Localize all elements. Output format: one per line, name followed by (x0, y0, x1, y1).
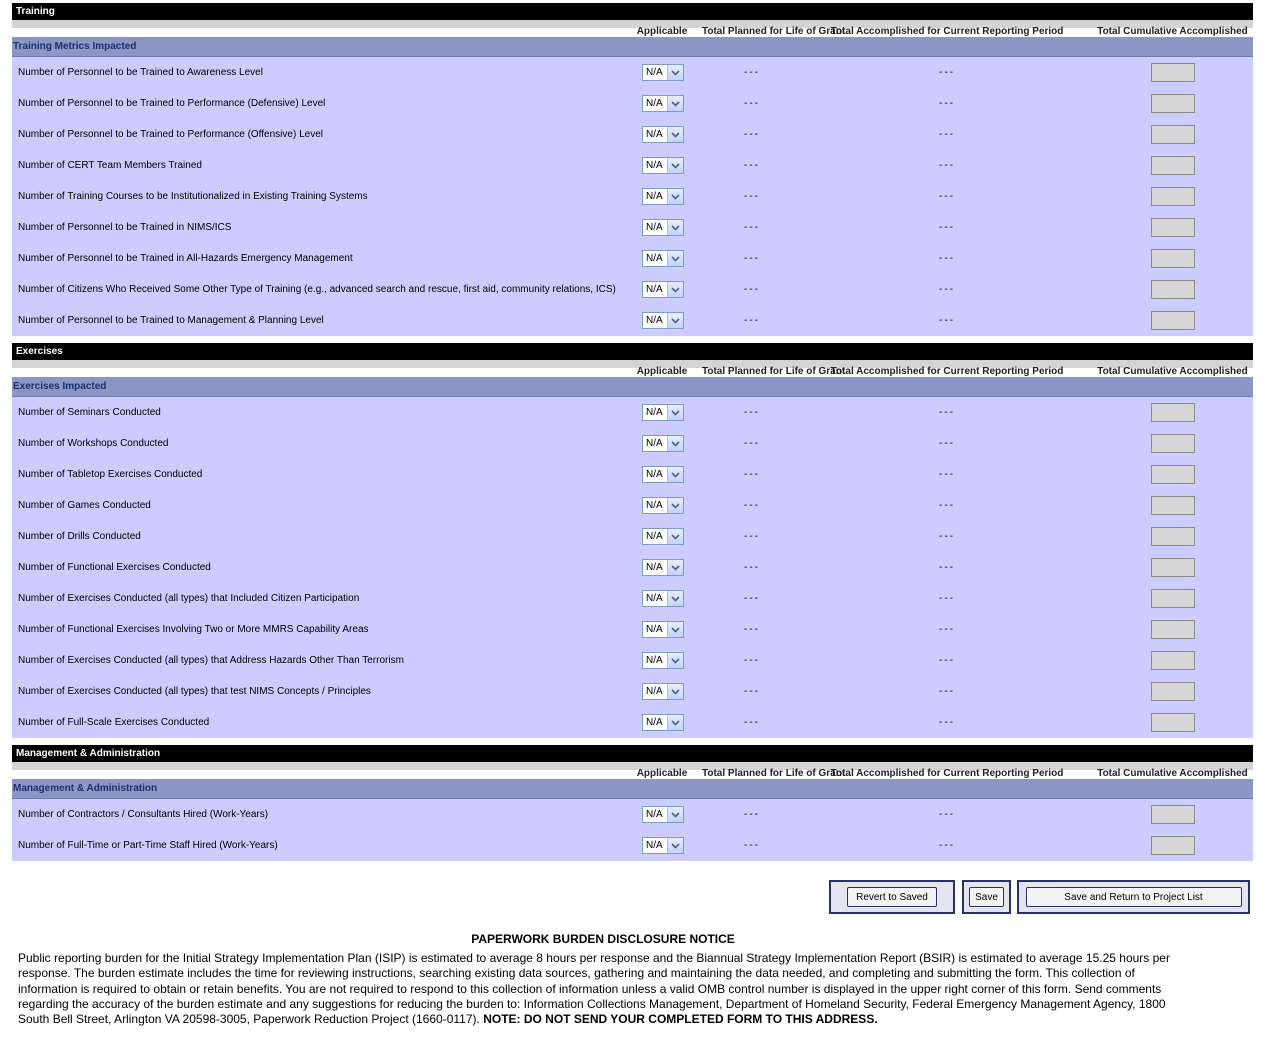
cumulative-input[interactable] (1151, 713, 1195, 732)
cumulative-input[interactable] (1151, 280, 1195, 299)
applicable-select-value: N/A (646, 253, 663, 264)
planned-value: --- (744, 253, 760, 264)
applicable-select-value: N/A (646, 284, 663, 295)
cumulative-input[interactable] (1151, 682, 1195, 701)
planned-value: --- (744, 67, 760, 78)
applicable-cell (622, 806, 702, 823)
planned-value: --- (744, 593, 760, 604)
applicable-cell (622, 590, 702, 607)
planned-value: --- (744, 686, 760, 697)
applicable-cell (622, 621, 702, 638)
accomplished-value: --- (939, 191, 955, 202)
cumulative-input[interactable] (1151, 125, 1195, 144)
cumulative-cell (1092, 434, 1253, 453)
metric-label: Number of Citizens Who Received Some Other Type of Training (e.g., advanced search and rescue, first aid, community relations, ICS) (18, 284, 616, 295)
column-header-cumulative: Total Cumulative Accomplished (1097, 366, 1248, 377)
column-header-applicable: Applicable (636, 366, 688, 377)
table-row (12, 799, 1253, 830)
planned-value: --- (744, 500, 760, 511)
applicable-cell (622, 466, 702, 483)
metric-label: Number of Personnel to be Trained to Performance (Defensive) Level (18, 98, 326, 109)
save-return-button-frame (1017, 880, 1250, 914)
applicable-select[interactable] (642, 435, 684, 452)
applicable-cell (622, 683, 702, 700)
applicable-cell (622, 95, 702, 112)
applicable-cell (622, 714, 702, 731)
column-header-planned: Total Planned for Life of Grant (702, 26, 846, 37)
applicable-select[interactable] (642, 714, 684, 731)
cumulative-input[interactable] (1151, 94, 1195, 113)
save-button-frame (962, 880, 1011, 914)
table-row (12, 645, 1253, 676)
cumulative-input[interactable] (1151, 249, 1195, 268)
cumulative-input[interactable] (1151, 156, 1195, 175)
section-subheader: Training Metrics Impacted (12, 37, 1253, 57)
chevron-down-icon[interactable] (667, 220, 683, 235)
metric-label: Number of Full-Scale Exercises Conducted (18, 717, 210, 728)
accomplished-value: --- (939, 562, 955, 573)
planned-value: --- (744, 717, 760, 728)
chevron-down-icon[interactable] (667, 560, 683, 575)
chevron-down-icon[interactable] (667, 838, 683, 853)
accomplished-value: --- (939, 593, 955, 604)
applicable-cell (622, 497, 702, 514)
applicable-select-value: N/A (646, 222, 663, 233)
applicable-select-value: N/A (646, 160, 663, 171)
applicable-cell (622, 250, 702, 267)
accomplished-value: --- (939, 469, 955, 480)
column-header-planned: Total Planned for Life of Grant (702, 366, 846, 377)
metric-label: Number of Workshops Conducted (18, 438, 169, 449)
cumulative-cell (1092, 187, 1253, 206)
column-header-cumulative: Total Cumulative Accomplished (1097, 26, 1248, 37)
chevron-down-icon[interactable] (667, 529, 683, 544)
applicable-cell (622, 528, 702, 545)
applicable-cell (622, 559, 702, 576)
accomplished-value: --- (939, 222, 955, 233)
cumulative-input[interactable] (1151, 651, 1195, 670)
chevron-down-icon[interactable] (667, 282, 683, 297)
column-header-row (12, 360, 1253, 377)
applicable-select[interactable] (642, 528, 684, 545)
cumulative-input[interactable] (1151, 465, 1195, 484)
chevron-down-icon[interactable] (667, 498, 683, 513)
table-row (12, 428, 1253, 459)
table-row (12, 243, 1253, 274)
metric-label: Number of Contractors / Consultants Hired (Work-Years) (18, 809, 269, 820)
cumulative-cell (1092, 805, 1253, 824)
cumulative-cell (1092, 589, 1253, 608)
planned-value: --- (744, 191, 760, 202)
accomplished-value: --- (939, 407, 955, 418)
planned-value: --- (744, 469, 760, 480)
accomplished-value: --- (939, 840, 955, 851)
chevron-down-icon[interactable] (667, 251, 683, 266)
notice-title: PAPERWORK BURDEN DISCLOSURE NOTICE (471, 932, 735, 946)
cumulative-cell (1092, 836, 1253, 855)
planned-value: --- (744, 160, 760, 171)
table-row (12, 305, 1253, 336)
section-management (12, 745, 1253, 861)
notice-body (18, 951, 1188, 1027)
metric-label: Number of Personnel to be Trained in All-Hazards Emergency Management (18, 253, 353, 264)
metric-label: Number of Exercises Conducted (all types) that test NIMS Concepts / Principles (18, 686, 371, 697)
chevron-down-icon[interactable] (667, 158, 683, 173)
accomplished-value: --- (939, 438, 955, 449)
applicable-select[interactable] (642, 95, 684, 112)
section-subheader: Management & Administration (12, 779, 1253, 799)
revert-button-frame (829, 880, 955, 914)
table-row (12, 490, 1253, 521)
table-row (12, 88, 1253, 119)
chevron-down-icon[interactable] (667, 467, 683, 482)
cumulative-cell (1092, 558, 1253, 577)
section-training (12, 3, 1253, 336)
planned-value: --- (744, 407, 760, 418)
applicable-select-value: N/A (646, 624, 663, 635)
save-button[interactable]: Save (969, 887, 1004, 907)
notice-text: Public reporting burden for the Initial Strategy Implementation Plan (ISIP) is estimated to average 8 hours per response and the Biannual Strategy Implementation Report (BSIR) is estimated to average 15.25 hours per response. The burden estimate includes the time for reviewing instructions, searching existing data sources, gathering and maintaining the data needed, and completing and submitting the form. This collection of information is required to obtain or retain benefits. You are not required to respond to this collection of information unless a valid OMB control number is displayed in the upper right corner of this form. Send comments regarding the accuracy of the burden estimate and any suggestions for reducing the burden to: Information Collections Management, Department of Homeland Security, Federal Emergency Management Agency, 1800 South Bell Street, Arlington VA 20598-3005, Paperwork Reduction Project (1660-0117). (18, 951, 1170, 1027)
applicable-select[interactable] (642, 250, 684, 267)
planned-value: --- (744, 655, 760, 666)
applicable-select-value: N/A (646, 191, 663, 202)
accomplished-value: --- (939, 253, 955, 264)
metric-label: Number of CERT Team Members Trained (18, 160, 202, 171)
chevron-down-icon[interactable] (667, 405, 683, 420)
applicable-cell (622, 64, 702, 81)
accomplished-value: --- (939, 655, 955, 666)
accomplished-value: --- (939, 717, 955, 728)
applicable-select[interactable] (642, 652, 684, 669)
table-row (12, 119, 1253, 150)
accomplished-value: --- (939, 624, 955, 635)
applicable-select-value: N/A (646, 562, 663, 573)
accomplished-value: --- (939, 531, 955, 542)
accomplished-value: --- (939, 67, 955, 78)
applicable-select[interactable] (642, 188, 684, 205)
cumulative-input[interactable] (1151, 187, 1195, 206)
accomplished-value: --- (939, 129, 955, 140)
planned-value: --- (744, 98, 760, 109)
applicable-select-value: N/A (646, 438, 663, 449)
chevron-down-icon[interactable] (667, 653, 683, 668)
planned-value: --- (744, 129, 760, 140)
applicable-cell (622, 435, 702, 452)
column-header-accomplished: Total Accomplished for Current Reporting Period (830, 26, 1064, 37)
applicable-cell (622, 837, 702, 854)
metric-label: Number of Full-Time or Part-Time Staff Hired (Work-Years) (18, 840, 278, 851)
metric-label: Number of Training Courses to be Institutionalized in Existing Training Systems (18, 191, 368, 202)
metric-label: Number of Personnel to be Trained in NIMS/ICS (18, 222, 232, 233)
cumulative-input[interactable] (1151, 558, 1195, 577)
applicable-cell (622, 157, 702, 174)
applicable-select[interactable] (642, 806, 684, 823)
column-header-accomplished: Total Accomplished for Current Reporting Period (830, 768, 1064, 779)
applicable-select[interactable] (642, 837, 684, 854)
revert-to-saved-button[interactable]: Revert to Saved (847, 887, 937, 907)
metric-label: Number of Seminars Conducted (18, 407, 161, 418)
applicable-select-value: N/A (646, 407, 663, 418)
chevron-down-icon[interactable] (667, 65, 683, 80)
metric-label: Number of Personnel to be Trained to Awareness Level (18, 67, 263, 78)
applicable-select[interactable] (642, 312, 684, 329)
applicable-select[interactable] (642, 64, 684, 81)
planned-value: --- (744, 562, 760, 573)
notice-warning: NOTE: DO NOT SEND YOUR COMPLETED FORM TO THIS ADDRESS. (483, 1012, 878, 1027)
cumulative-cell (1092, 156, 1253, 175)
metric-label: Number of Functional Exercises Conducted (18, 562, 211, 573)
section-title: Exercises (12, 343, 1253, 360)
chevron-down-icon[interactable] (667, 189, 683, 204)
cumulative-input[interactable] (1151, 527, 1195, 546)
applicable-select-value: N/A (646, 809, 663, 820)
form-actions (12, 880, 1253, 916)
applicable-select-value: N/A (646, 686, 663, 697)
applicable-cell (622, 188, 702, 205)
cumulative-cell (1092, 465, 1253, 484)
accomplished-value: --- (939, 160, 955, 171)
planned-value: --- (744, 438, 760, 449)
applicable-select-value: N/A (646, 500, 663, 511)
applicable-select[interactable] (642, 497, 684, 514)
planned-value: --- (744, 624, 760, 635)
planned-value: --- (744, 284, 760, 295)
cumulative-cell (1092, 63, 1253, 82)
applicable-select-value: N/A (646, 840, 663, 851)
section-title: Training (12, 3, 1253, 20)
metric-label: Number of Games Conducted (18, 500, 151, 511)
planned-value: --- (744, 809, 760, 820)
section-gap (12, 336, 1253, 343)
metric-label: Number of Exercises Conducted (all types) that Address Hazards Other Than Terrorism (18, 655, 404, 666)
applicable-select[interactable] (642, 126, 684, 143)
column-header-applicable: Applicable (636, 26, 688, 37)
chevron-down-icon[interactable] (667, 807, 683, 822)
applicable-select-value: N/A (646, 531, 663, 542)
metric-label: Number of Personnel to be Trained to Management & Planning Level (18, 315, 324, 326)
cumulative-input[interactable] (1151, 63, 1195, 82)
cumulative-cell (1092, 651, 1253, 670)
applicable-select-value: N/A (646, 315, 663, 326)
applicable-select-value: N/A (646, 593, 663, 604)
cumulative-cell (1092, 620, 1253, 639)
cumulative-cell (1092, 249, 1253, 268)
applicable-select[interactable] (642, 281, 684, 298)
table-row (12, 181, 1253, 212)
cumulative-cell (1092, 496, 1253, 515)
accomplished-value: --- (939, 686, 955, 697)
cumulative-input[interactable] (1151, 805, 1195, 824)
table-row (12, 830, 1253, 861)
metric-label: Number of Functional Exercises Involving Two or More MMRS Capability Areas (18, 624, 369, 635)
applicable-select-value: N/A (646, 129, 663, 140)
accomplished-value: --- (939, 500, 955, 511)
cumulative-input[interactable] (1151, 311, 1195, 330)
planned-value: --- (744, 222, 760, 233)
accomplished-value: --- (939, 98, 955, 109)
applicable-select[interactable] (642, 404, 684, 421)
table-row (12, 583, 1253, 614)
table-row (12, 397, 1253, 428)
section-subheader: Exercises Impacted (12, 377, 1253, 397)
metric-rows (12, 397, 1253, 738)
applicable-select-value: N/A (646, 98, 663, 109)
applicable-select[interactable] (642, 590, 684, 607)
metric-label: Number of Personnel to be Trained to Performance (Offensive) Level (18, 129, 323, 140)
chevron-down-icon[interactable] (667, 622, 683, 637)
applicable-select-value: N/A (646, 469, 663, 480)
cumulative-cell (1092, 125, 1253, 144)
planned-value: --- (744, 840, 760, 851)
column-header-planned: Total Planned for Life of Grant (702, 768, 846, 779)
planned-value: --- (744, 315, 760, 326)
table-row (12, 212, 1253, 243)
applicable-select-value: N/A (646, 67, 663, 78)
cumulative-cell (1092, 403, 1253, 422)
applicable-select[interactable] (642, 621, 684, 638)
chevron-down-icon[interactable] (667, 684, 683, 699)
table-row (12, 459, 1253, 490)
form-container (12, 0, 1253, 903)
applicable-cell (622, 281, 702, 298)
applicable-cell (622, 312, 702, 329)
metric-label: Number of Tabletop Exercises Conducted (18, 469, 203, 480)
cumulative-cell (1092, 713, 1253, 732)
cumulative-cell (1092, 527, 1253, 546)
chevron-down-icon[interactable] (667, 591, 683, 606)
column-header-applicable: Applicable (636, 768, 688, 779)
table-row (12, 521, 1253, 552)
chevron-down-icon[interactable] (667, 313, 683, 328)
table-row (12, 614, 1253, 645)
table-row (12, 57, 1253, 88)
cumulative-input[interactable] (1151, 218, 1195, 237)
applicable-cell (622, 404, 702, 421)
metric-label: Number of Exercises Conducted (all types) that Included Citizen Participation (18, 593, 360, 604)
table-row (12, 150, 1253, 181)
section-exercises (12, 343, 1253, 738)
cumulative-cell (1092, 311, 1253, 330)
column-header-row (12, 762, 1253, 779)
cumulative-cell (1092, 280, 1253, 299)
column-header-cumulative: Total Cumulative Accomplished (1097, 768, 1248, 779)
cumulative-input[interactable] (1151, 434, 1195, 453)
applicable-select-value: N/A (646, 655, 663, 666)
applicable-select[interactable] (642, 466, 684, 483)
save-and-return-button[interactable]: Save and Return to Project List (1026, 887, 1242, 907)
chevron-down-icon[interactable] (667, 715, 683, 730)
applicable-cell (622, 219, 702, 236)
paperwork-notice (18, 932, 1188, 1027)
column-header-accomplished: Total Accomplished for Current Reporting Period (830, 366, 1064, 377)
accomplished-value: --- (939, 284, 955, 295)
column-header-row (12, 20, 1253, 37)
section-gap (12, 738, 1253, 745)
applicable-select-value: N/A (646, 717, 663, 728)
chevron-down-icon[interactable] (667, 127, 683, 142)
planned-value: --- (744, 531, 760, 542)
accomplished-value: --- (939, 809, 955, 820)
applicable-cell (622, 652, 702, 669)
cumulative-input[interactable] (1151, 620, 1195, 639)
table-row (12, 707, 1253, 738)
table-row (12, 676, 1253, 707)
applicable-select[interactable] (642, 683, 684, 700)
cumulative-input[interactable] (1151, 589, 1195, 608)
chevron-down-icon[interactable] (667, 96, 683, 111)
table-row (12, 274, 1253, 305)
cumulative-cell (1092, 94, 1253, 113)
section-title: Management & Administration (12, 745, 1253, 762)
cumulative-cell (1092, 218, 1253, 237)
cumulative-input[interactable] (1151, 403, 1195, 422)
applicable-select[interactable] (642, 157, 684, 174)
applicable-cell (622, 126, 702, 143)
metric-rows (12, 799, 1253, 861)
metric-label: Number of Drills Conducted (18, 531, 141, 542)
applicable-select[interactable] (642, 559, 684, 576)
table-row (12, 552, 1253, 583)
cumulative-input[interactable] (1151, 836, 1195, 855)
cumulative-cell (1092, 682, 1253, 701)
applicable-select[interactable] (642, 219, 684, 236)
chevron-down-icon[interactable] (667, 436, 683, 451)
cumulative-input[interactable] (1151, 496, 1195, 515)
metric-rows (12, 57, 1253, 336)
accomplished-value: --- (939, 315, 955, 326)
